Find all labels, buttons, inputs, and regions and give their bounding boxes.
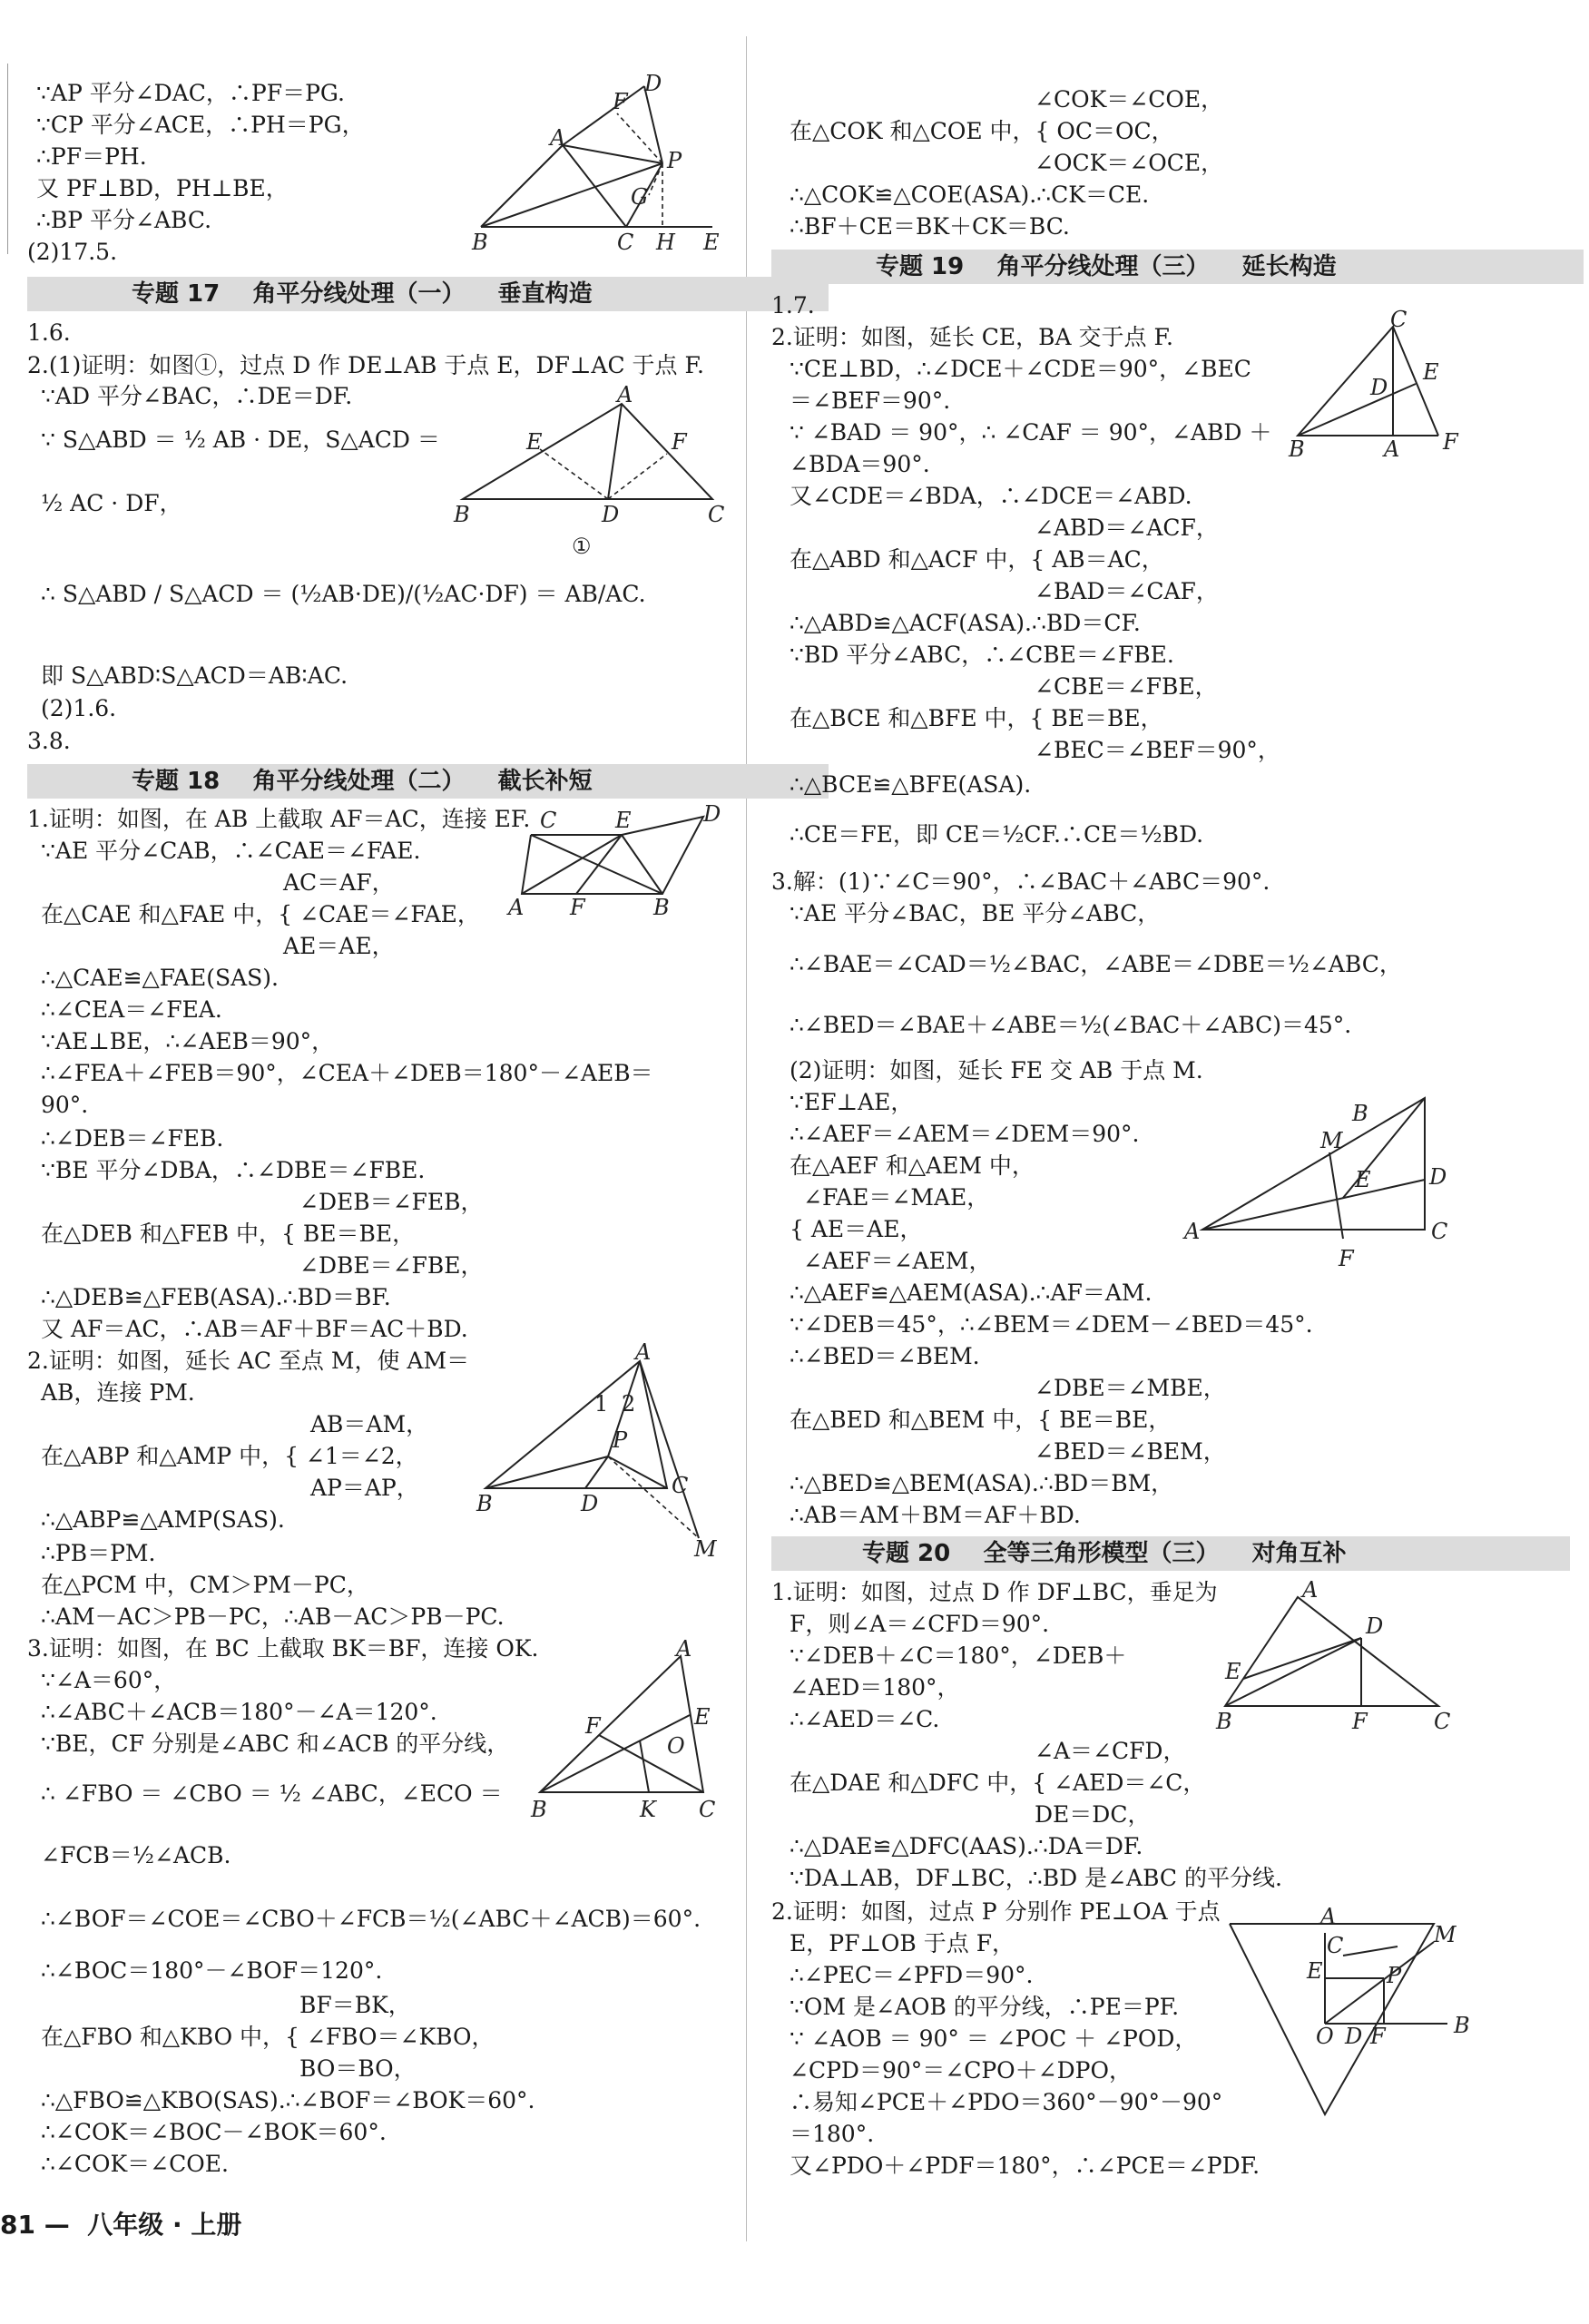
text-line: 在△FBO 和△KBO 中，{ ∠FBO＝∠KBO，	[41, 2024, 495, 2050]
figure-label: C	[617, 230, 634, 255]
text-line: ∠FCB＝½∠ACB.	[41, 1842, 231, 1868]
figure-label: K	[640, 1797, 656, 1822]
section-heading-19: 专题 19 角平分线处理（三） 延长构造	[771, 250, 1584, 284]
text-line: 3.解：(1)∵∠C＝90°，∴∠BAC＋∠ABC＝90°.	[771, 868, 1270, 895]
text-line: ∵ ∠BAD ＝ 90°，∴ ∠CAF ＝ 90°，∠ABD ＋	[790, 419, 1272, 446]
figure-label: D	[581, 1491, 599, 1516]
text-line: 2.证明：如图，过点 P 分别作 PE⊥OA 于点	[771, 1898, 1221, 1925]
text-line: AC＝AF，	[283, 869, 395, 896]
text-line: ∴△BED≌△BEM(ASA).∴BD＝BM，	[790, 1470, 1174, 1496]
figure-label: F	[1370, 2024, 1386, 2049]
text-line: ∴△ABD≌△ACF(ASA).∴BD＝CF.	[790, 610, 1141, 636]
text-line: 又 PF⊥BD，PH⊥BE，	[36, 175, 289, 201]
text-line: ∴∠DEB＝∠FEB.	[41, 1125, 224, 1152]
text-line: AB，连接 PM.	[41, 1379, 195, 1406]
figure-label: C	[1431, 1219, 1448, 1244]
text-line: 1.证明：如图，过点 D 作 DF⊥BC，垂足为	[771, 1579, 1218, 1605]
text-line: ∵∠DEB＝45°，∴∠BEM＝∠DEM－∠BED＝45°.	[790, 1311, 1313, 1338]
text-line: ∵∠A＝60°，	[41, 1667, 177, 1693]
figure-label: D	[1370, 375, 1388, 400]
text-line: 在△ABD 和△ACF 中，{ AB＝AC，	[790, 546, 1164, 573]
figure-label: B	[472, 230, 488, 255]
figure-label: ①	[572, 534, 592, 559]
text-line: ∠AEF＝∠AEM，	[803, 1248, 992, 1274]
text-line: ∴BF＋CE＝BK＋CK＝BC.	[790, 213, 1070, 240]
text-line: (2)17.5.	[27, 239, 118, 265]
figure-label: E	[615, 808, 632, 833]
text-line: ∠COK＝∠COE，	[1035, 86, 1224, 113]
figure-label: A	[1302, 1577, 1319, 1603]
section-heading-18: 专题 18 角平分线处理（二） 截长补短	[27, 764, 829, 799]
figure-label: A	[508, 895, 525, 920]
text-line: ∴△DEB≌△FEB(ASA).∴BD＝BF.	[41, 1284, 391, 1310]
text-line: 又∠PDO＋∠PDF＝180°，∴∠PCE＝∠PDF.	[790, 2152, 1260, 2179]
text-line: ∠DEB＝∠FEB，	[299, 1189, 484, 1215]
text-line: AP＝AP，	[310, 1475, 419, 1501]
text-line: ∵BE，CF 分别是∠ABC 和∠ACB 的平分线，	[41, 1731, 510, 1757]
figure-label: A	[617, 382, 633, 407]
text-line: 在△DEB 和△FEB 中，{ BE＝BE，	[41, 1221, 416, 1247]
figure-label: F	[1352, 1709, 1368, 1734]
text-line: ∴△CAE≌△FAE(SAS).	[41, 965, 279, 991]
text-line: ∠CPD＝90°＝∠CPO＋∠DPO，	[790, 2057, 1132, 2084]
text-line: ∵BD 平分∠ABC，∴∠CBE＝∠FBE.	[790, 642, 1174, 668]
text-line: 1.7.	[771, 292, 815, 319]
figure-label: A	[1384, 436, 1400, 462]
text-line: ∴∠COK＝∠COE.	[41, 2151, 229, 2177]
figure-label: C	[1434, 1709, 1451, 1734]
figure-label: D	[1345, 2024, 1363, 2049]
text-line: ∴∠BOF＝∠COE＝∠CBO＋∠FCB＝½(∠ABC＋∠ACB)＝60°.	[41, 1906, 701, 1932]
figure-label: A	[550, 125, 566, 151]
text-line: ∵∠DEB＋∠C＝180°，∠DEB＋	[790, 1642, 1127, 1669]
figure-label: A	[1320, 1904, 1337, 1929]
text-line: ∴∠BOC＝180°－∠BOF＝120°.	[41, 1957, 383, 1984]
section-heading-20: 专题 20 全等三角形模型（三） 对角互补	[771, 1536, 1570, 1571]
text-line: ∵AD 平分∠BAC，∴DE＝DF.	[41, 383, 353, 409]
figure-label: E	[1355, 1167, 1371, 1192]
figure-label: D	[1366, 1613, 1384, 1639]
text-line: ∵BE 平分∠DBA，∴∠DBE＝∠FBE.	[41, 1157, 426, 1183]
figure-label: D	[1429, 1164, 1447, 1190]
text-line: 在△BCE 和△BFE 中，{ BE＝BE，	[790, 705, 1163, 731]
figure-label: B	[1352, 1101, 1368, 1126]
text-line: ∵OM 是∠AOB 的平分线，∴PE＝PF.	[790, 1994, 1180, 2020]
text-line: BO＝BO，	[299, 2055, 417, 2082]
column-divider	[746, 36, 747, 2241]
figure-label: D	[644, 71, 662, 96]
text-line: ∴易知∠PCE＋∠PDO＝360°－90°－90°	[790, 2089, 1223, 2115]
text-line: ∴AM－AC＞PB－PC，∴AB－AC＞PB－PC.	[41, 1603, 505, 1630]
text-line: ∵DA⊥AB，DF⊥BC，∴BD 是∠ABC 的平分线.	[790, 1865, 1282, 1891]
text-line: ∴∠ABC＋∠ACB＝180°－∠A＝120°.	[41, 1699, 437, 1725]
figure-5	[531, 1636, 726, 1824]
text-line: 在△ABP 和△AMP 中，{ ∠1＝∠2，	[41, 1443, 418, 1469]
figure-8	[1216, 1577, 1461, 1747]
text-line: 即 S△ABD∶S△ACD＝AB∶AC.	[41, 662, 348, 689]
section-heading-17: 专题 17 角平分线处理（一） 垂直构造	[27, 277, 829, 311]
figure-label: O	[667, 1733, 685, 1759]
text-line: ∴BP 平分∠ABC.	[36, 207, 212, 233]
text-line: 在△DAE 和△DFC 中，{ ∠AED＝∠C，	[790, 1770, 1206, 1796]
figure-7	[1184, 1089, 1466, 1271]
text-line: ∵AP 平分∠DAC，∴PF＝PG.	[36, 80, 345, 106]
text-line: ＝180°.	[790, 2121, 875, 2147]
text-line: ∴△DAE≌△DFC(AAS).∴DA＝DF.	[790, 1833, 1143, 1859]
text-line: 3.8.	[27, 728, 71, 754]
text-line: ∴△BCE≌△BFE(ASA).	[790, 771, 1032, 798]
figure-3	[508, 801, 726, 920]
figure-label: P	[613, 1427, 628, 1453]
figure-label: G	[631, 184, 649, 210]
figure-label: B	[476, 1491, 493, 1516]
margin-rule	[7, 64, 8, 254]
text-line: ∴△AEF≌△AEM(ASA).∴AF＝AM.	[790, 1280, 1153, 1306]
text-line: ∵CE⊥BD，∴∠DCE＋∠CDE＝90°，∠BEC	[790, 356, 1251, 382]
figure-label: D	[703, 801, 721, 827]
figure-label: A	[635, 1339, 652, 1365]
figure-label: P	[667, 148, 682, 173]
figure-label: E	[1307, 1958, 1323, 1984]
text-line: ∴ S△ABD / S△ACD ＝ (½AB·DE)/(½AC·DF) ＝ AB/AC.	[41, 581, 646, 607]
figure-label: O	[1316, 2024, 1334, 2049]
figure-label: C	[540, 808, 557, 833]
text-line: ∴∠CEA＝∠FEA.	[41, 996, 222, 1023]
text-line: ∴∠COK＝∠BOC－∠BOK＝60°.	[41, 2119, 387, 2145]
text-line: 在△PCM 中，CM＞PM－PC，	[41, 1572, 369, 1598]
text-line: 在△CAE 和△FAE 中，{ ∠CAE＝∠FAE，	[41, 901, 480, 927]
figure-label: F	[1443, 429, 1458, 455]
text-line: ∴ ∠FBO ＝ ∠CBO ＝ ½ ∠ABC，∠ECO ＝	[41, 1780, 503, 1807]
text-line: 1.证明：如图，在 AB 上截取 AF＝AC，连接 EF.	[27, 806, 531, 832]
text-line: ∵AE 平分∠BAC，BE 平分∠ABC，	[790, 900, 1161, 927]
text-line: 1.6.	[27, 319, 71, 346]
text-line: ½ AC · DF，	[41, 490, 182, 516]
text-line: { AE＝AE，	[790, 1216, 923, 1242]
text-line: ∴∠BED＝∠BEM.	[790, 1343, 980, 1369]
figure-label: M	[1434, 1922, 1457, 1947]
figure-label: B	[653, 895, 670, 920]
text-line: ∴AB＝AM＋BM＝AF＋BD.	[790, 1502, 1081, 1528]
text-line: ∴∠PEC＝∠PFD＝90°.	[790, 1962, 1034, 1988]
text-line: 3.证明：如图，在 BC 上截取 BK＝BF，连接 OK.	[27, 1635, 539, 1662]
text-line: ∠DBE＝∠FBE，	[299, 1252, 484, 1279]
text-line: ∠ABD＝∠ACF，	[1035, 515, 1219, 541]
figure-label: E	[1225, 1659, 1241, 1684]
figure-label: M	[1320, 1128, 1343, 1153]
text-line: 又 AF＝AC，∴AB＝AF＋BF＝AC＋BD.	[41, 1316, 468, 1342]
figure-label: A	[676, 1636, 692, 1662]
text-line: (2)证明：如图，延长 FE 交 AB 于点 M.	[790, 1057, 1203, 1084]
text-line: ∵ S△ABD ＝ ½ AB · DE，S△ACD ＝	[41, 427, 440, 453]
figure-label: A	[1184, 1219, 1201, 1244]
page-footer: 81 — 八年级 · 上册	[0, 2210, 242, 2240]
text-line: ∴△FBO≌△KBO(SAS).∴∠BOF＝∠BOK＝60°.	[41, 2087, 535, 2113]
text-line: ∠CBE＝∠FBE，	[1035, 673, 1218, 700]
text-line: ∠AED＝180°，	[790, 1674, 960, 1701]
figure-label: F	[585, 1713, 601, 1739]
text-line: ∴△COK≌△COE(ASA).∴CK＝CE.	[790, 181, 1150, 208]
figure-label: P	[1387, 1963, 1402, 1988]
figure-6	[1289, 307, 1470, 467]
text-line: ∵EF⊥AE，	[790, 1089, 914, 1115]
text-line: 2.证明：如图，延长 AC 至点 M，使 AM＝	[27, 1348, 470, 1374]
text-line: (2)1.6.	[41, 695, 117, 721]
text-line: 在△COK 和△COE 中，{ OC＝OC，	[790, 118, 1174, 144]
text-line: 2.(1)证明：如图①，过点 D 作 DE⊥AB 于点 E，DF⊥AC 于点 F.	[27, 352, 704, 378]
figure-label: C	[708, 502, 725, 527]
figure-label: E	[694, 1704, 711, 1730]
text-line: DE＝DC，	[1035, 1801, 1151, 1828]
figure-label: C	[1390, 307, 1408, 332]
figure-label: E	[526, 429, 543, 455]
figure-label: B	[1289, 436, 1305, 462]
figure-2	[454, 382, 726, 567]
text-line: ∴∠AEF＝∠AEM＝∠DEM＝90°.	[790, 1121, 1140, 1147]
text-line: ∴∠BAE＝∠CAD＝½∠BAC，∠ABE＝∠DBE＝½∠ABC，	[790, 951, 1402, 977]
figure-4	[476, 1339, 721, 1562]
text-line: ∴CE＝FE，即 CE＝½CF.∴CE＝½BD.	[790, 821, 1204, 848]
text-line: ∠DBE＝∠MBE，	[1035, 1375, 1226, 1401]
text-line: E，PF⊥OB 于点 F，	[790, 1930, 1015, 1956]
text-line: BF＝BK，	[299, 1992, 411, 2018]
text-line: ∴△ABP≌△AMP(SAS).	[41, 1506, 285, 1533]
text-line: ＝∠BEF＝90°.	[790, 387, 951, 414]
text-line: F，则∠A＝∠CFD＝90°.	[790, 1611, 1050, 1637]
figure-label: H	[656, 230, 675, 255]
figure-label: 1	[594, 1391, 609, 1417]
figure-label: B	[531, 1797, 547, 1822]
figure-label: C	[672, 1473, 689, 1498]
figure-label: F	[613, 89, 628, 114]
figure-label: B	[454, 502, 470, 527]
text-line: 又∠CDE＝∠BDA，∴∠DCE＝∠ABD.	[790, 483, 1192, 509]
figure-1	[472, 71, 726, 259]
text-line: 90°.	[41, 1092, 89, 1118]
text-line: ∴∠FEA＋∠FEB＝90°，∠CEA＋∠DEB＝180°－∠AEB＝	[41, 1060, 653, 1086]
text-line: ∴PF＝PH.	[36, 143, 147, 170]
figure-label: D	[602, 502, 620, 527]
text-line: ∵CP 平分∠ACE，∴PH＝PG，	[36, 112, 365, 138]
text-line: ∠A＝∠CFD，	[1035, 1738, 1186, 1764]
text-line: 2.证明：如图，延长 CE，BA 交于点 F.	[771, 324, 1173, 350]
figure-label: C	[1327, 1933, 1344, 1958]
text-line: ∠BED＝∠BEM，	[1035, 1438, 1226, 1465]
text-line: ∴∠AED＝∠C.	[790, 1706, 940, 1732]
figure-label: E	[1423, 359, 1439, 385]
figure-label: F	[672, 429, 687, 455]
text-line: 在△BED 和△BEM 中，{ BE＝BE，	[790, 1407, 1172, 1433]
figure-label: F	[570, 895, 585, 920]
text-line: ∵ ∠AOB ＝ 90° ＝ ∠POC ＋ ∠POD，	[790, 2025, 1198, 2052]
text-line: ∠BDA＝90°.	[790, 451, 930, 477]
figure-label: C	[699, 1797, 716, 1822]
text-line: ∴∠BED＝∠BAE＋∠ABE＝½(∠BAC＋∠ABC)＝45°.	[790, 1012, 1352, 1038]
figure-9	[1216, 1906, 1470, 2114]
figure-label: F	[1339, 1246, 1354, 1271]
text-line: ∠OCK＝∠OCE，	[1035, 150, 1224, 176]
text-line: ∵AE⊥BE，∴∠AEB＝90°，	[41, 1028, 335, 1054]
figure-label: B	[1216, 1709, 1232, 1734]
figure-label: E	[703, 230, 720, 255]
figure-label: B	[1454, 2013, 1470, 2038]
text-line: 在△AEF 和△AEM 中，	[790, 1152, 1035, 1179]
text-line: ∠BAD＝∠CAF，	[1035, 578, 1219, 604]
figure-label: M	[694, 1536, 717, 1562]
text-line: AB＝AM，	[310, 1411, 429, 1437]
figure-label: 2	[622, 1391, 636, 1417]
text-line: ∠BEC＝∠BEF＝90°，	[1035, 737, 1280, 763]
text-line: ∵AE 平分∠CAB，∴∠CAE＝∠FAE.	[41, 838, 421, 864]
text-line: AE＝AE，	[283, 933, 395, 959]
text-line: ∠FAE＝∠MAE，	[803, 1184, 990, 1211]
text-line: ∴PB＝PM.	[41, 1540, 156, 1566]
